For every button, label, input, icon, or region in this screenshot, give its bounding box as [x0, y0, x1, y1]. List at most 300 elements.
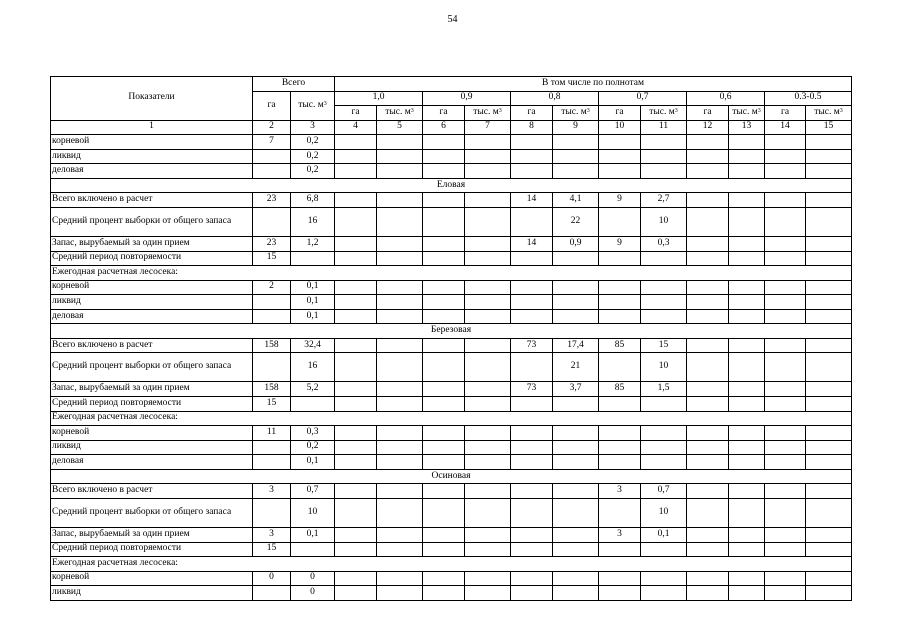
table-row — [51, 295, 852, 310]
table-cell — [291, 397, 335, 412]
table-cell — [765, 149, 806, 164]
table-cell: 5,2 — [291, 382, 335, 397]
table-cell — [423, 426, 465, 441]
table-cell — [806, 455, 852, 470]
table-cell: 21 — [553, 353, 599, 382]
table-cell — [687, 280, 729, 295]
row-label: Средний процент выборки от общего запаса — [51, 353, 253, 382]
table-cell — [377, 251, 423, 266]
table-cell — [765, 498, 806, 527]
table-cell — [687, 237, 729, 252]
table-cell: 17,4 — [553, 338, 599, 353]
table-row — [51, 440, 852, 455]
table-cell — [599, 542, 641, 557]
column-number: 15 — [806, 120, 852, 135]
table-cell — [641, 440, 687, 455]
table-cell — [511, 455, 553, 470]
row-label: ликвид — [51, 586, 253, 601]
table-cell: 0 — [253, 571, 291, 586]
page-number: 54 — [447, 14, 458, 25]
table-cell — [465, 542, 511, 557]
table-cell: 0,2 — [291, 164, 335, 179]
unit-superscript: 3 — [498, 107, 502, 114]
unit-volume — [465, 106, 511, 121]
table-cell — [765, 338, 806, 353]
section-title: Березовая — [51, 324, 852, 339]
table-cell: 15 — [253, 542, 291, 557]
table-cell — [253, 309, 291, 324]
table-cell: 0,2 — [291, 440, 335, 455]
table-cell — [465, 149, 511, 164]
table-row — [51, 498, 852, 527]
forest-harvest-table — [50, 76, 852, 601]
table-cell — [511, 149, 553, 164]
table-cell: 3,7 — [553, 382, 599, 397]
table-cell — [553, 309, 599, 324]
table-cell — [806, 484, 852, 499]
table-cell: 3 — [253, 484, 291, 499]
table-cell — [599, 207, 641, 236]
table-cell — [335, 382, 377, 397]
header-total: Всего — [253, 77, 335, 92]
table-row — [51, 397, 852, 412]
unit-volume — [806, 106, 852, 121]
row-label: Всего включено в расчет — [51, 484, 253, 499]
unit-ha: га — [335, 106, 377, 121]
table-cell — [729, 455, 765, 470]
table-cell: 15 — [253, 397, 291, 412]
unit-text: тыс. м — [298, 99, 324, 110]
table-cell: 0,3 — [291, 426, 335, 441]
table-cell — [765, 280, 806, 295]
row-label: Ежегодная расчетная лесосека: — [51, 411, 852, 426]
unit-ha: га — [599, 106, 641, 121]
table-row — [51, 164, 852, 179]
row-label: Средний период повторяемости — [51, 397, 253, 412]
table-cell: 10 — [641, 353, 687, 382]
table-cell: 9 — [599, 237, 641, 252]
table-cell — [553, 527, 599, 542]
row-label: Всего включено в расчет — [51, 338, 253, 353]
table-row — [51, 586, 852, 601]
table-cell — [553, 251, 599, 266]
table-cell — [599, 149, 641, 164]
table-cell — [599, 280, 641, 295]
table-cell — [641, 309, 687, 324]
table-cell: 0,3 — [641, 237, 687, 252]
table-cell — [729, 295, 765, 310]
row-label: корневой — [51, 571, 253, 586]
table-cell — [806, 135, 852, 150]
table-row — [51, 251, 852, 266]
header-total-ha: га — [253, 91, 291, 120]
table-cell — [687, 397, 729, 412]
table-cell — [806, 542, 852, 557]
table-cell — [511, 309, 553, 324]
table-cell — [765, 527, 806, 542]
table-cell: 3 — [253, 527, 291, 542]
row-label: Всего включено в расчет — [51, 193, 253, 208]
table-cell — [687, 455, 729, 470]
density-header: 0.3-0.5 — [765, 91, 852, 106]
table-cell — [765, 571, 806, 586]
table-cell: 73 — [511, 338, 553, 353]
table-cell — [806, 164, 852, 179]
table-cell — [765, 295, 806, 310]
table-cell — [806, 440, 852, 455]
table-cell — [423, 135, 465, 150]
table-cell — [511, 542, 553, 557]
unit-ha: га — [423, 106, 465, 121]
table-cell — [377, 542, 423, 557]
table-cell: 158 — [253, 382, 291, 397]
table-cell — [765, 542, 806, 557]
table-cell — [599, 251, 641, 266]
table-row — [51, 484, 852, 499]
table-cell — [465, 440, 511, 455]
table-cell — [806, 382, 852, 397]
table-cell — [729, 207, 765, 236]
table-cell — [377, 426, 423, 441]
table-cell — [553, 397, 599, 412]
table-cell — [465, 164, 511, 179]
unit-volume — [377, 106, 423, 121]
table-cell — [729, 280, 765, 295]
table-row — [51, 353, 852, 382]
density-header: 0,8 — [511, 91, 599, 106]
table-cell — [599, 586, 641, 601]
column-number: 10 — [599, 120, 641, 135]
table-cell: 16 — [291, 353, 335, 382]
table-cell — [335, 207, 377, 236]
table-cell: 0,1 — [291, 455, 335, 470]
table-cell — [423, 295, 465, 310]
table-cell — [553, 440, 599, 455]
table-cell: 73 — [511, 382, 553, 397]
table-cell — [465, 455, 511, 470]
table-cell — [377, 338, 423, 353]
table-cell: 23 — [253, 193, 291, 208]
table-cell — [553, 280, 599, 295]
table-cell: 23 — [253, 237, 291, 252]
table-row — [51, 207, 852, 236]
table-cell: 158 — [253, 338, 291, 353]
table-cell: 32,4 — [291, 338, 335, 353]
table-cell — [465, 237, 511, 252]
density-header: 1,0 — [335, 91, 423, 106]
table-cell — [599, 571, 641, 586]
table-cell — [641, 295, 687, 310]
table-cell — [335, 498, 377, 527]
table-row — [51, 193, 852, 208]
table-cell: 0 — [291, 571, 335, 586]
table-cell — [806, 426, 852, 441]
table-cell — [765, 135, 806, 150]
table-cell — [599, 455, 641, 470]
table-cell — [335, 397, 377, 412]
unit-text: тыс. м — [385, 106, 411, 117]
unit-ha: га — [687, 106, 729, 121]
table-cell — [511, 280, 553, 295]
table-cell — [423, 207, 465, 236]
table-cell — [687, 193, 729, 208]
table-cell — [335, 571, 377, 586]
table-cell — [806, 353, 852, 382]
table-cell — [687, 498, 729, 527]
unit-text: тыс. м — [561, 106, 587, 117]
table-cell — [729, 193, 765, 208]
table-cell — [729, 498, 765, 527]
table-cell: 16 — [291, 207, 335, 236]
table-cell — [377, 484, 423, 499]
column-number: 13 — [729, 120, 765, 135]
table-cell: 0,1 — [291, 280, 335, 295]
row-label: Запас, вырубаемый за один прием — [51, 237, 253, 252]
table-cell — [729, 484, 765, 499]
table-cell — [641, 571, 687, 586]
table-cell — [253, 353, 291, 382]
table-cell — [806, 586, 852, 601]
table-cell — [511, 440, 553, 455]
column-number: 5 — [377, 120, 423, 135]
table-cell — [423, 237, 465, 252]
table-cell: 3 — [599, 527, 641, 542]
table-cell — [423, 527, 465, 542]
table-cell — [765, 397, 806, 412]
table-cell — [291, 542, 335, 557]
row-label: ликвид — [51, 295, 253, 310]
table-cell — [423, 149, 465, 164]
table-cell — [335, 149, 377, 164]
table-cell — [423, 338, 465, 353]
table-cell — [729, 382, 765, 397]
header-total-volume — [291, 91, 335, 120]
table-cell — [553, 571, 599, 586]
table-cell — [806, 207, 852, 236]
table-cell — [377, 135, 423, 150]
table-cell — [729, 586, 765, 601]
table-cell — [253, 295, 291, 310]
table-cell — [423, 542, 465, 557]
table-cell — [765, 193, 806, 208]
table-row — [51, 426, 852, 441]
table-cell: 0,1 — [291, 527, 335, 542]
table-cell — [253, 455, 291, 470]
unit-ha: га — [511, 106, 553, 121]
table-cell — [465, 251, 511, 266]
table-cell — [553, 484, 599, 499]
table-cell — [687, 338, 729, 353]
table-cell — [729, 135, 765, 150]
table-cell — [465, 426, 511, 441]
table-cell — [687, 527, 729, 542]
row-label: Средний период повторяемости — [51, 542, 253, 557]
table-cell — [253, 149, 291, 164]
table-cell — [423, 353, 465, 382]
table-cell — [765, 251, 806, 266]
table-cell — [511, 251, 553, 266]
table-cell — [729, 440, 765, 455]
table-cell — [687, 484, 729, 499]
table-cell — [511, 353, 553, 382]
table-cell: 1,5 — [641, 382, 687, 397]
table-cell — [511, 164, 553, 179]
table-cell — [806, 498, 852, 527]
table-cell — [806, 280, 852, 295]
table-cell — [465, 586, 511, 601]
table-cell — [511, 397, 553, 412]
table-cell — [599, 426, 641, 441]
table-cell — [465, 280, 511, 295]
column-number: 14 — [765, 120, 806, 135]
table-cell — [511, 498, 553, 527]
table-cell — [687, 426, 729, 441]
table-cell — [765, 353, 806, 382]
table-cell — [729, 309, 765, 324]
table-cell — [335, 135, 377, 150]
table-cell — [765, 164, 806, 179]
table-cell — [687, 571, 729, 586]
column-number: 11 — [641, 120, 687, 135]
section-title: Еловая — [51, 178, 852, 193]
row-label: Средний процент выборки от общего запаса — [51, 207, 253, 236]
table-cell — [377, 207, 423, 236]
table-cell — [423, 309, 465, 324]
row-label: корневой — [51, 426, 253, 441]
table-cell — [641, 426, 687, 441]
table-cell — [599, 440, 641, 455]
table-cell — [423, 193, 465, 208]
row-label: корневой — [51, 135, 253, 150]
table-cell — [253, 164, 291, 179]
unit-text: тыс. м — [814, 106, 840, 117]
table-cell: 15 — [641, 338, 687, 353]
table-cell — [465, 135, 511, 150]
table-row — [51, 382, 852, 397]
table-row — [51, 527, 852, 542]
table-cell — [423, 484, 465, 499]
unit-text: тыс. м — [732, 106, 758, 117]
table-cell — [765, 455, 806, 470]
table-cell — [511, 207, 553, 236]
table-cell — [765, 440, 806, 455]
table-row — [51, 237, 852, 252]
unit-volume — [553, 106, 599, 121]
table-cell — [377, 440, 423, 455]
unit-superscript: 3 — [757, 107, 761, 114]
table-cell — [377, 193, 423, 208]
table-cell — [553, 426, 599, 441]
table-cell — [377, 309, 423, 324]
table-cell: 2 — [253, 280, 291, 295]
table-cell — [641, 397, 687, 412]
table-cell — [687, 164, 729, 179]
table-cell — [465, 498, 511, 527]
table-cell — [729, 542, 765, 557]
table-cell — [641, 251, 687, 266]
table-cell — [729, 338, 765, 353]
table-cell — [806, 193, 852, 208]
table-cell — [253, 498, 291, 527]
density-header: 0,7 — [599, 91, 687, 106]
table-cell — [729, 164, 765, 179]
table-cell — [511, 527, 553, 542]
table-cell: 3 — [599, 484, 641, 499]
table-cell — [335, 440, 377, 455]
table-cell — [641, 280, 687, 295]
table-cell — [687, 251, 729, 266]
table-cell — [335, 484, 377, 499]
table-cell — [729, 149, 765, 164]
table-cell — [687, 382, 729, 397]
table-cell — [641, 586, 687, 601]
table-cell — [423, 440, 465, 455]
subheading-row — [51, 557, 852, 572]
table-cell — [765, 207, 806, 236]
table-cell: 85 — [599, 338, 641, 353]
table-cell — [687, 135, 729, 150]
row-label: деловая — [51, 164, 253, 179]
table-cell: 22 — [553, 207, 599, 236]
column-number: 9 — [553, 120, 599, 135]
table-row — [51, 280, 852, 295]
row-label: Ежегодная расчетная лесосека: — [51, 266, 852, 281]
table-cell: 11 — [253, 426, 291, 441]
table-cell — [599, 164, 641, 179]
table-cell: 85 — [599, 382, 641, 397]
table-cell: 7 — [253, 135, 291, 150]
table-cell — [511, 295, 553, 310]
table-cell — [599, 295, 641, 310]
table-cell — [465, 382, 511, 397]
column-number: 2 — [253, 120, 291, 135]
unit-text: тыс. м — [473, 106, 499, 117]
table-cell — [729, 251, 765, 266]
unit-volume — [641, 106, 687, 121]
table-cell — [423, 382, 465, 397]
table-cell — [729, 571, 765, 586]
table-cell — [253, 440, 291, 455]
column-number: 1 — [51, 120, 253, 135]
table-cell — [765, 309, 806, 324]
table-cell — [335, 237, 377, 252]
row-label: ликвид — [51, 440, 253, 455]
table-cell — [377, 455, 423, 470]
row-label: деловая — [51, 455, 253, 470]
table-cell — [335, 455, 377, 470]
table-cell: 9 — [599, 193, 641, 208]
table-cell — [553, 542, 599, 557]
column-number: 3 — [291, 120, 335, 135]
table-cell — [335, 426, 377, 441]
unit-volume — [729, 106, 765, 121]
row-label: корневой — [51, 280, 253, 295]
section-row — [51, 469, 852, 484]
table-cell — [641, 455, 687, 470]
table-cell — [423, 586, 465, 601]
table-cell — [423, 280, 465, 295]
table-cell: 0,7 — [291, 484, 335, 499]
table-cell — [423, 164, 465, 179]
unit-superscript: 3 — [839, 107, 843, 114]
table-cell — [377, 498, 423, 527]
table-row — [51, 149, 852, 164]
table-cell — [335, 193, 377, 208]
table-cell — [423, 397, 465, 412]
column-number: 4 — [335, 120, 377, 135]
table-cell: 15 — [253, 251, 291, 266]
table-cell — [729, 237, 765, 252]
